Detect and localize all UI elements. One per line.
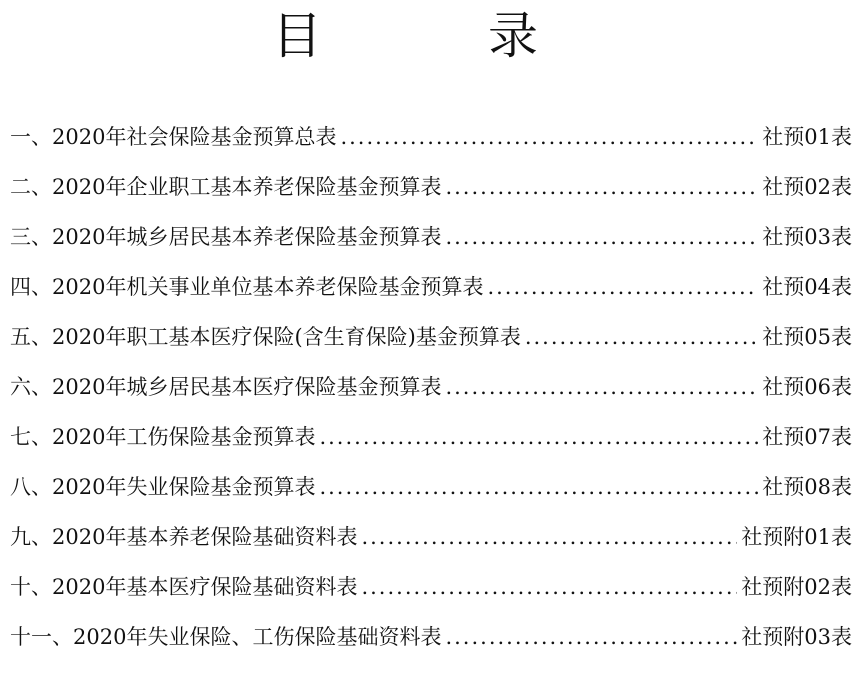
toc-entry-label: 九、2020年基本养老保险基础资料表 <box>10 525 358 549</box>
toc-entry-page-ref: 社预附02表 <box>741 575 852 599</box>
toc-entry[interactable] <box>10 273 852 323</box>
dot-leader <box>487 273 758 301</box>
toc-entry-page-ref: 社预01表 <box>762 125 852 149</box>
title-char-2: 录 <box>488 7 538 65</box>
dot-leader <box>361 573 737 601</box>
dot-leader <box>445 623 737 651</box>
table-of-contents <box>10 123 852 673</box>
toc-entry-label: 一、2020年社会保险基金预算总表 <box>10 125 337 149</box>
toc-entry-label: 四、2020年机关事业单位基本养老保险基金预算表 <box>10 275 484 299</box>
toc-entry-page-ref: 社预07表 <box>762 425 852 449</box>
toc-entry-page-ref: 社预02表 <box>762 175 852 199</box>
toc-entry[interactable] <box>10 173 852 223</box>
toc-entry[interactable] <box>10 223 852 273</box>
dot-leader <box>445 173 758 201</box>
toc-entry-label: 三、2020年城乡居民基本养老保险基金预算表 <box>10 225 442 249</box>
toc-entry[interactable] <box>10 123 852 173</box>
toc-entry[interactable] <box>10 373 852 423</box>
toc-entry-page-ref: 社预附03表 <box>741 625 852 649</box>
dot-leader <box>319 423 758 451</box>
toc-entry-page-ref: 社预08表 <box>762 475 852 499</box>
toc-entry-label: 七、2020年工伤保险基金预算表 <box>10 425 316 449</box>
dot-leader <box>319 473 758 501</box>
toc-entry-label: 十一、2020年失业保险、工伤保险基础资料表 <box>10 625 442 649</box>
toc-entry-page-ref: 社预04表 <box>762 275 852 299</box>
dot-leader <box>361 523 737 551</box>
toc-entry[interactable] <box>10 523 852 573</box>
toc-entry-label: 十、2020年基本医疗保险基础资料表 <box>10 575 358 599</box>
toc-entry[interactable] <box>10 473 852 523</box>
toc-entry[interactable] <box>10 623 852 673</box>
toc-entry-label: 八、2020年失业保险基金预算表 <box>10 475 316 499</box>
dot-leader <box>445 373 758 401</box>
toc-entry-label: 六、2020年城乡居民基本医疗保险基金预算表 <box>10 375 442 399</box>
dot-leader <box>340 123 758 151</box>
toc-entry-page-ref: 社预03表 <box>762 225 852 249</box>
title-char-1: 目 <box>272 7 322 65</box>
toc-entry-label: 二、2020年企业职工基本养老保险基金预算表 <box>10 175 442 199</box>
dot-leader <box>525 323 758 351</box>
toc-entry-page-ref: 社预附01表 <box>741 525 852 549</box>
toc-entry[interactable] <box>10 423 852 473</box>
toc-entry-page-ref: 社预06表 <box>762 375 852 399</box>
toc-entry-label: 五、2020年职工基本医疗保险(含生育保险)基金预算表 <box>10 325 521 349</box>
page-title <box>0 6 860 70</box>
dot-leader <box>445 223 758 251</box>
toc-entry[interactable] <box>10 323 852 373</box>
toc-entry-page-ref: 社预05表 <box>762 325 852 349</box>
toc-entry[interactable] <box>10 573 852 623</box>
